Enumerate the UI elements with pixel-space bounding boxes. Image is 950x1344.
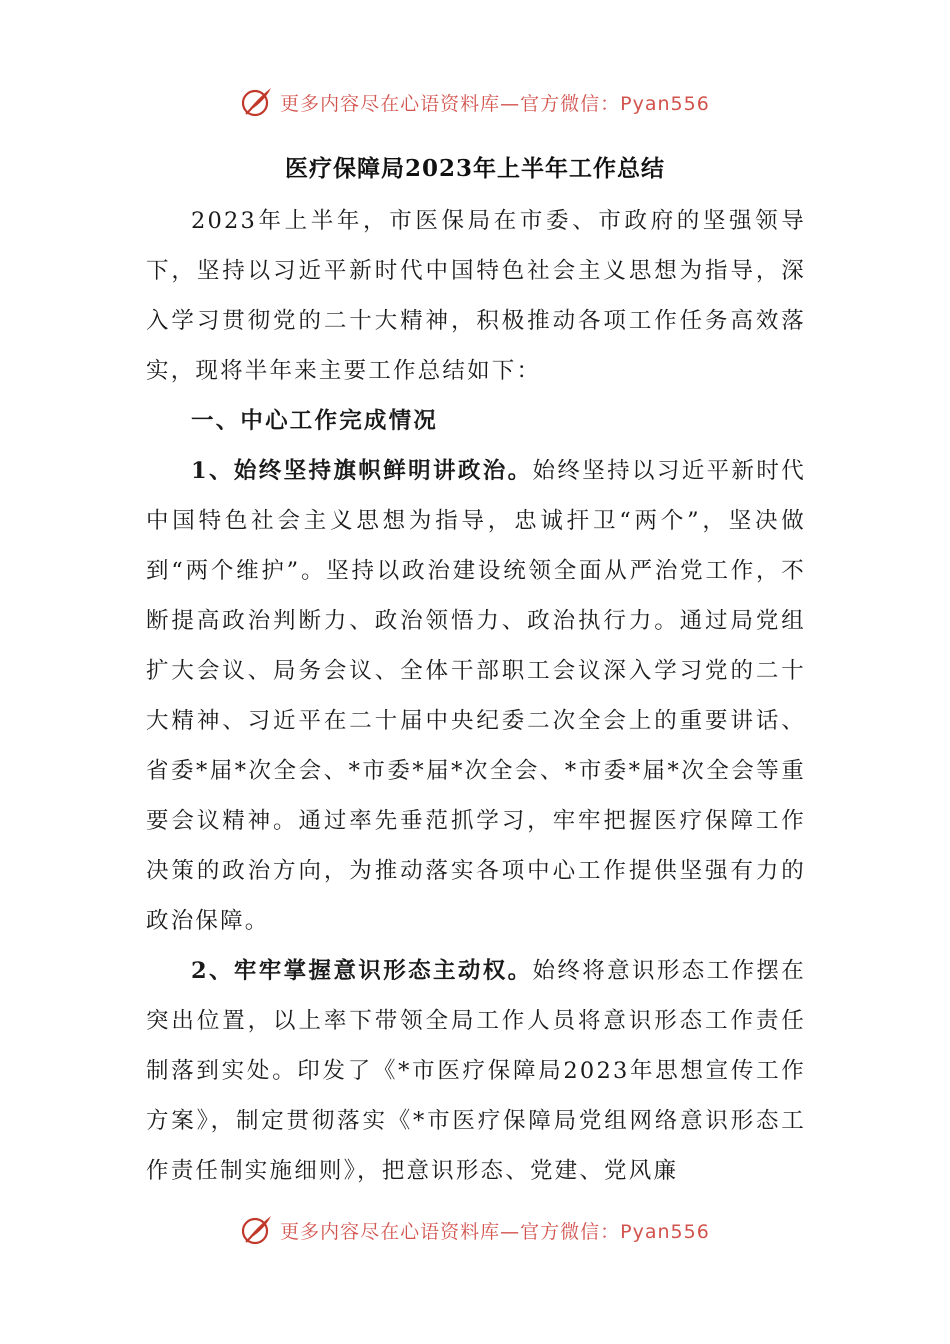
footer-banner-content xyxy=(240,1213,710,1247)
section-heading: 一、中心工作完成情况 xyxy=(191,408,439,434)
quill-pen-logo-icon xyxy=(240,1213,274,1247)
header-banner-text: 更多内容尽在心语资料库—官方微信：Pyan556 xyxy=(280,92,710,115)
header-banner-content xyxy=(240,85,710,119)
item-2-lead: 2、牢牢掌握意识形态主动权。 xyxy=(191,958,533,984)
item-2-body: 始终将意识形态工作摆在突出位置，以上率下带领全局工作人员将意识形态工作责任制落到实处。印发了《*市医疗保障局2023年思想宣传工作方案》，制定贯彻落实《*市医疗保障局党组网络意识形态工作责任制实施细则》，把意识形态、党建、党风廉 xyxy=(146,958,806,1184)
footer-banner xyxy=(0,1208,950,1252)
document-body xyxy=(146,196,806,1196)
quill-pen-logo-icon xyxy=(240,85,274,119)
item-2-paragraph xyxy=(146,946,806,1196)
item-1-paragraph xyxy=(146,446,806,946)
item-1-lead: 1、始终坚持旗帜鲜明讲政治。 xyxy=(191,458,533,484)
header-banner xyxy=(0,80,950,124)
intro-paragraph: 2023年上半年，市医保局在市委、市政府的坚强领导下，坚持以习近平新时代中国特色社会主义思想为指导，深入学习贯彻党的二十大精神，积极推动各项工作任务高效落实，现将半年来主要工作总结如下： xyxy=(146,208,806,384)
document-title: 医疗保障局2023年上半年工作总结 xyxy=(284,155,665,182)
item-1-body: 始终坚持以习近平新时代中国特色社会主义思想为指导，忠诚扞卫“两个”，坚决做到“两个维护”。坚持以政治建设统领全面从严治党工作，不断提高政治判断力、政治领悟力、政治执行力。通过局党组扩大会议、局务会议、全体干部职工会议深入学习党的二十大精神、习近平在二十届中央纪委二次全会上的重要讲话、省委*届*次全会、*市委*届*次全会、*市委*届*次全会等重要会议精神。通过率先垂范抓学习，牢牢把握医疗保障工作决策的政治方向，为推动落实各项中心工作提供坚强有力的政治保障。 xyxy=(146,458,806,934)
footer-banner-text: 更多内容尽在心语资料库—官方微信：Pyan556 xyxy=(280,1220,710,1243)
